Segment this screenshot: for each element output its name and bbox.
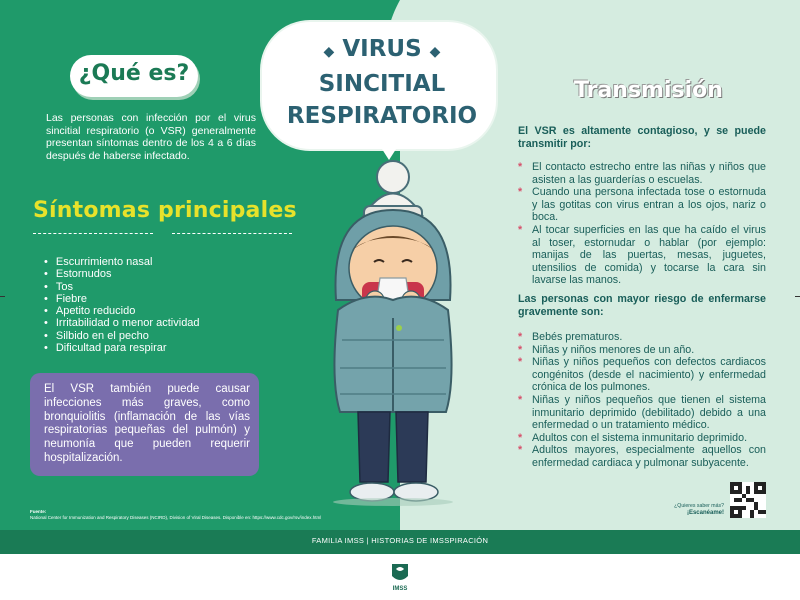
list-item: • Estornudos xyxy=(44,268,200,280)
transmision-heading: Transmisión xyxy=(574,78,723,103)
list-item: * Cuando una persona infectada tose o estornuda y las gotitas con virus entran a los ojos, nariz o boca. xyxy=(518,186,766,224)
title-line-1: VIRUS xyxy=(342,36,422,62)
edge-mark-left xyxy=(0,296,5,297)
list-item: • Fiebre xyxy=(44,293,200,305)
list-item: • Apetito reducido xyxy=(44,305,200,317)
complications-box xyxy=(30,373,259,476)
list-item: • Silbido en el pecho xyxy=(44,330,200,342)
footer-text: FAMILIA IMSS | HISTORIAS DE IMSSPIRACIÓN xyxy=(311,536,489,545)
list-item: * Niñas y niños pequeños con defectos cardiacos congénitos (desde el nacimiento) y enfermedad crónica de los pulmones. xyxy=(518,356,766,394)
list-item: • Escurrimiento nasal xyxy=(44,256,200,268)
list-item: * Bebés prematuros. xyxy=(518,331,766,344)
que-es-heading: ¿Qué es? xyxy=(78,61,190,86)
sintomas-heading: Síntomas principales xyxy=(33,198,297,223)
underline-principales xyxy=(172,233,292,234)
riesgo-intro: Las personas con mayor riesgo de enfermarse gravemente son: xyxy=(518,293,766,318)
list-item: * Adultos mayores, especialmente aquellos con enfermedad cardiaca y pulmonar subyacente. xyxy=(518,444,766,469)
complications-text: El VSR también puede causar infecciones más graves, como bronquiolitis (inflamación de las vías respiratorias pequeñas del pulmón) y neumonía que pueden requerir hospitalización. xyxy=(44,383,250,464)
que-es-text: Las personas con infección por el virus sincitial respiratorio (o VSR) generalmente presentan síntomas dentro de los 4 a 6 días después de haberse infectado. xyxy=(46,112,256,162)
source-label: Fuente: xyxy=(30,509,47,514)
edge-mark-right xyxy=(795,296,800,297)
source-note xyxy=(30,509,321,521)
list-item: • Tos xyxy=(44,281,200,293)
imss-logo-icon xyxy=(390,562,410,586)
sintomas-list xyxy=(44,256,200,354)
que-es-bubble xyxy=(70,55,198,97)
list-item: • Dificultad para respirar xyxy=(44,342,200,354)
transmision-list xyxy=(518,161,766,287)
qr-code-icon[interactable] xyxy=(730,482,766,518)
riesgo-list xyxy=(518,331,766,470)
source-text: National Center for Immunization and Respiratory Diseases (NCIRD), Division of Viral Diseases. Disponible en: https://www.cdc.gov/rsv/index.html xyxy=(30,515,322,520)
title-line-3: RESPIRATORIO xyxy=(286,103,478,129)
imss-logo-text: IMSS xyxy=(392,586,408,592)
list-item: * Adultos con el sistema inmunitario deprimido. xyxy=(518,432,766,445)
list-item: * Niñas y niños menores de un año. xyxy=(518,344,766,357)
list-item: * Al tocar superficies en las que ha caído el virus al toser, estornudar o hablar (por ejemplo: manijas de las puertas, mesas, juguetes, utensilios de comida) y tocarse la cara sin lavarse las manos. xyxy=(518,224,766,287)
page-title: ◆ VIRUS ◆ SINCITIAL RESPIRATORIO xyxy=(265,33,499,132)
sick-child-illustration xyxy=(300,150,480,510)
list-item: * El contacto estrecho entre las niñas y niños que asisten a las guarderías o escuelas. xyxy=(518,161,766,186)
title-line-2: SINCITIAL xyxy=(318,71,446,97)
qr-label xyxy=(668,503,724,517)
transmision-intro: El VSR es altamente contagioso, y se puede transmitir por: xyxy=(518,125,766,150)
underline-sintomas xyxy=(33,233,153,234)
list-item: • Irritabilidad o menor actividad xyxy=(44,317,200,329)
list-item: * Niñas y niños pequeños que tienen el sistema inmunitario deprimido (debilitado) debido a una enfermedad o un tratamiento médico. xyxy=(518,394,766,432)
title-bubble xyxy=(262,22,496,149)
qr-label-line-1: ¿Quieres saber más? xyxy=(674,503,724,509)
qr-label-line-2: ¡Escanéame! xyxy=(686,510,724,516)
